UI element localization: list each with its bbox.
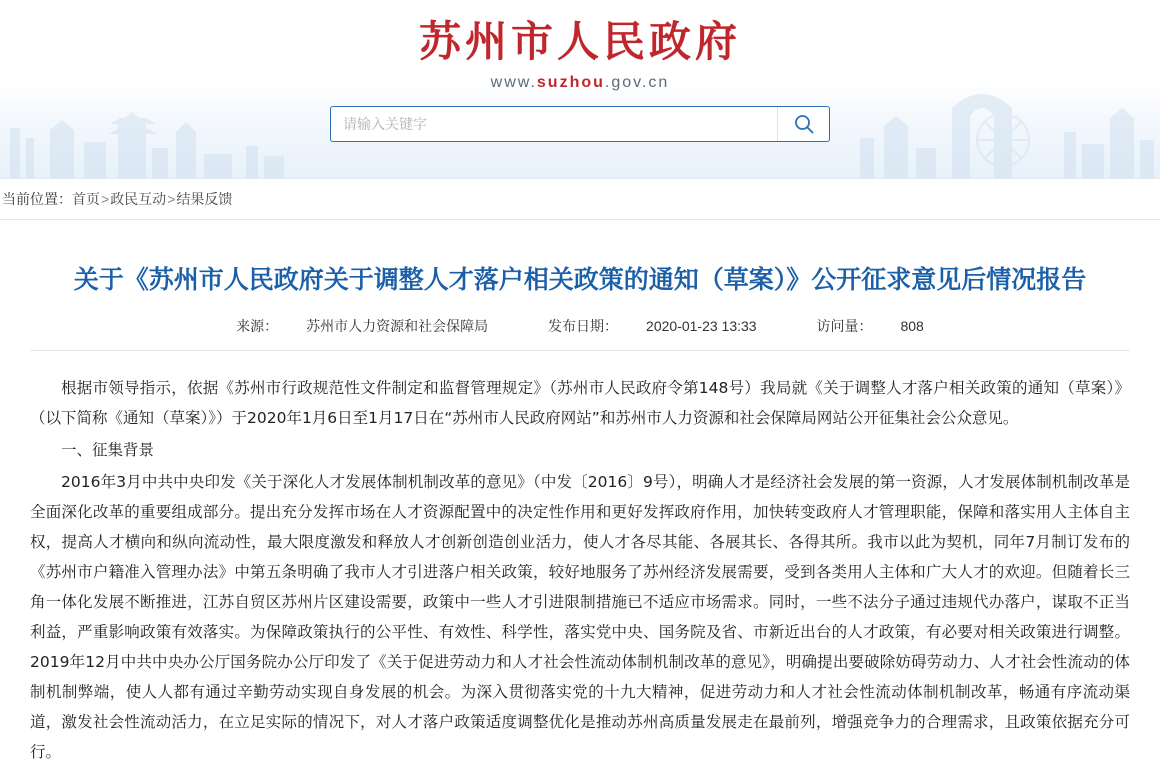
article-paragraph: 根据市领导指示，依据《苏州市行政规范性文件制定和监督管理规定》（苏州市人民政府令第148号）我局就《关于调整人才落户相关政策的通知（草案）》（以下简称《通知（草案）》）于2020年1月6日至1月17日在“苏州市人民政府网站”和苏州市人力资源和社会保障局网站公开征集社会公众意见。	[30, 379, 1130, 427]
meta-source	[222, 318, 502, 334]
site-url	[0, 74, 1160, 92]
page-title: 关于《苏州市人民政府关于调整人才落户相关政策的通知（草案）》公开征求意见后情况报告	[73, 265, 1087, 294]
site-header	[0, 0, 1160, 178]
article-body	[30, 373, 1130, 767]
search-button[interactable]	[777, 107, 829, 141]
search-input[interactable]	[331, 108, 777, 140]
article-paragraph: 2016年3月中共中央印发《关于深化人才发展体制机制改革的意见》（中发〔2016〕9号），明确人才是经济社会发展的第一资源，人才发展体制机制改革是全面深化改革的重要组成部分。提出充分发挥市场在人才资源配置中的决定性作用和更好发挥政府作用，加快转变政府人才管理职能，保障和落实用人主体自主权，提高人才横向和纵向流动性，最大限度激发和释放人才创新创造创业活力，使人才各尽其能、各展其长、各得其所。我市以此为契机，同年7月制订发布的《苏州市户籍准入管理办法》中第五条明确了我市人才引进落户相关政策，较好地服务了苏州经济发展需要，受到各类用人主体和广大人才的欢迎。但随着长三角一体化发展不断推进，江苏自贸区苏州片区建设需要，政策中一些人才引进限制措施已不适应市场需求。同时，一些不法分子通过违规代办落户，谋取不正当利益，严重影响政策有效落实。为保障政策执行的公平性、有效性、科学性，落实党中央、国务院及省、市新近出台的人才政策，有必要对相关政策进行调整。2019年12月中共中央办公厅国务院办公厅印发了《关于促进劳动力和人才社会性流动体制机制改革的意见》，明确提出要破除妨碍劳动力、人才社会性流动的体制机制弊端，使人人都有通过辛勤劳动实现自身发展的机会。为深入贯彻落实党的十九大精神，促进劳动力和人才社会性流动体制机制改革，畅通有序流动渠道，激发社会性流动活力，在立足实际的情况下，对人才落户政策适度调整优化是推动苏州高质量发展走在最前列，增强竞争力的合理需求，且政策依据充分可行。	[30, 473, 1130, 761]
breadcrumb-item-interaction[interactable]: 政民互动	[110, 191, 167, 207]
breadcrumb-label: 当前位置：	[2, 191, 72, 207]
meta-views	[802, 318, 937, 334]
search-icon	[793, 113, 815, 135]
site-title: 苏州市人民政府	[418, 17, 741, 66]
article-container	[0, 262, 1160, 767]
breadcrumb-item-home[interactable]: 首页	[72, 191, 100, 207]
meta-source-label: 来源：	[236, 318, 279, 334]
site-url-domain: suzhou	[536, 74, 605, 91]
meta-views-label: 访问量：	[816, 318, 873, 334]
search-bar[interactable]	[330, 106, 830, 142]
meta-divider	[30, 350, 1130, 351]
breadcrumb-separator: >	[167, 191, 176, 207]
document-meta	[30, 316, 1130, 336]
breadcrumb-separator: >	[101, 191, 110, 207]
breadcrumb	[0, 178, 1160, 220]
meta-source-value: 苏州市人力资源和社会保障局	[306, 318, 489, 334]
meta-views-value: 808	[900, 318, 924, 334]
site-url-suffix: .gov.cn	[604, 74, 670, 91]
article-section-heading: 一、征集背景	[61, 441, 155, 459]
meta-date	[534, 318, 771, 334]
breadcrumb-item-feedback[interactable]: 结果反馈	[176, 191, 233, 207]
meta-date-value: 2020-01-23 13:33	[646, 318, 757, 334]
meta-date-label: 发布日期：	[548, 318, 619, 334]
site-url-prefix: www.	[490, 74, 537, 91]
